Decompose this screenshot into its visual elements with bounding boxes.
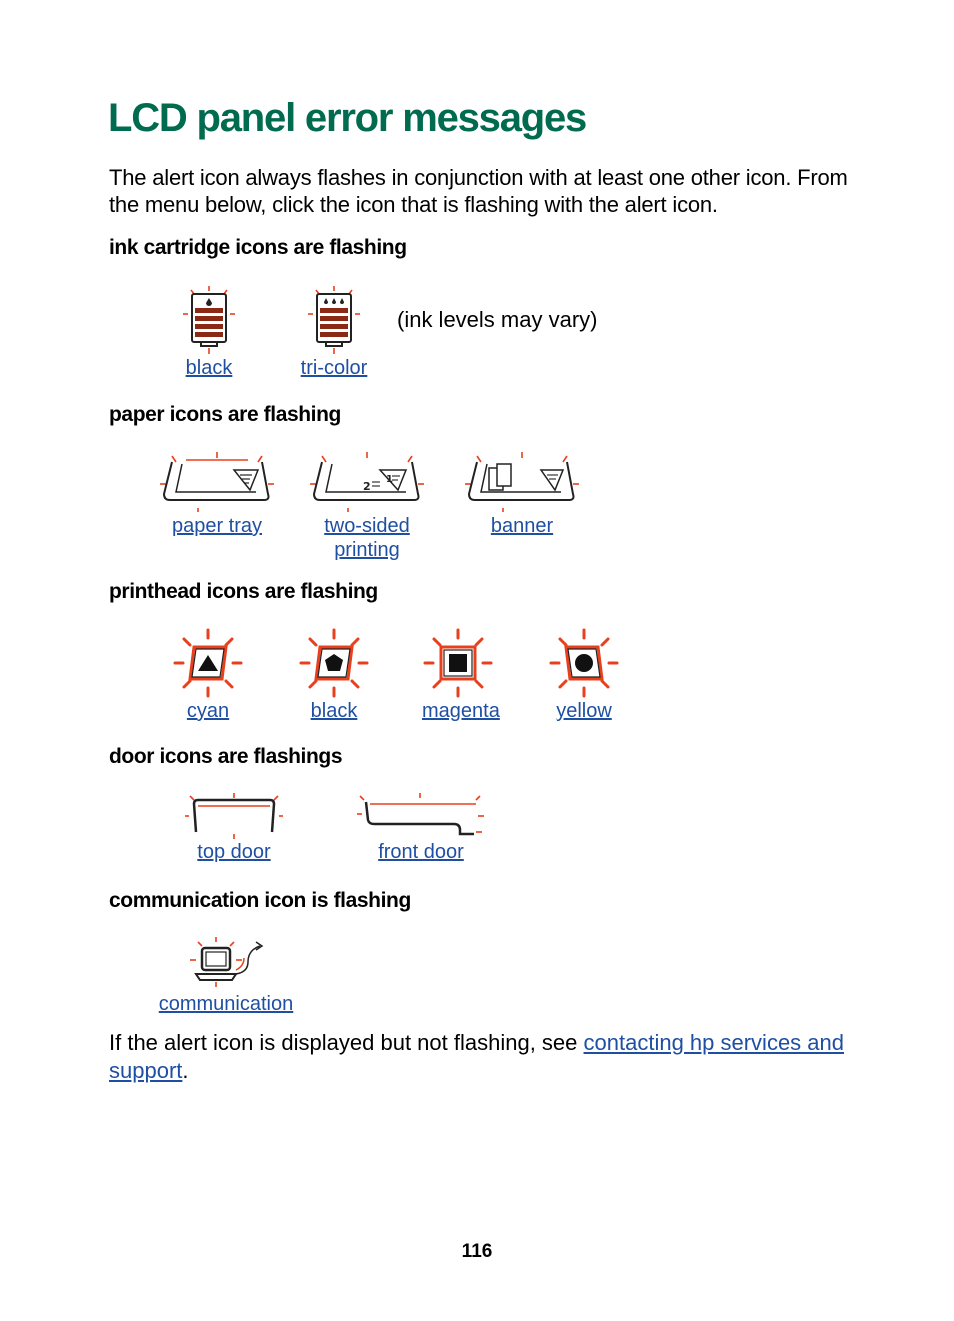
banner-link[interactable]: banner <box>490 515 554 537</box>
intro-paragraph: The alert icon always flashes in conjunction with at least one other icon. From the menu below, click the icon that is flashing with the alert icon. <box>109 165 848 217</box>
two-sided-printing-icon[interactable] <box>308 450 426 514</box>
ink-cartridge-tricolor-icon[interactable] <box>304 284 364 356</box>
two-sided-link-line1[interactable]: two-sided <box>324 515 410 537</box>
door-section-heading: door icons are flashings <box>109 745 343 768</box>
printhead-yellow-link[interactable]: yellow <box>556 700 612 722</box>
paper-tray-link[interactable]: paper tray <box>171 515 263 537</box>
top-door-item[interactable] <box>184 792 284 864</box>
outro-period: . <box>182 1058 189 1083</box>
front-door-item[interactable] <box>356 792 486 864</box>
printhead-yellow-icon[interactable] <box>548 627 620 699</box>
communication-icon[interactable] <box>188 936 264 992</box>
paper-tray-icon[interactable] <box>158 450 276 514</box>
paper-section-heading: paper icons are flashing <box>109 403 341 426</box>
printhead-section-heading: printhead icons are flashing <box>109 580 378 603</box>
printhead-yellow-item[interactable] <box>548 627 620 723</box>
printhead-black-icon[interactable] <box>298 627 370 699</box>
ink-tricolor-link[interactable]: tri-color <box>300 357 368 379</box>
two-sided-printing-item[interactable] <box>308 450 426 562</box>
printhead-cyan-item[interactable] <box>172 627 244 723</box>
banner-icon[interactable] <box>463 450 581 514</box>
page-title: LCD panel error messages <box>108 96 587 140</box>
communication-link[interactable]: communication <box>158 993 294 1015</box>
ink-levels-note: (ink levels may vary) <box>397 307 598 332</box>
banner-item[interactable] <box>463 450 581 538</box>
svg-text:1: 1 <box>386 474 393 485</box>
printhead-black-item[interactable] <box>298 627 370 723</box>
outro-text: If the alert icon is displayed but not flashing, see <box>109 1030 584 1055</box>
front-door-link[interactable]: front door <box>378 841 464 863</box>
ink-black-link[interactable]: black <box>185 357 233 379</box>
front-door-icon[interactable] <box>356 792 486 840</box>
communication-section-heading: communication icon is flashing <box>109 889 411 912</box>
two-sided-link-line2[interactable]: printing <box>334 539 400 561</box>
hp-support-link[interactable]: contacting hp services and support <box>109 1030 845 1083</box>
top-door-link[interactable]: top door <box>197 841 271 863</box>
printhead-magenta-item[interactable] <box>422 627 500 723</box>
paper-tray-item[interactable] <box>158 450 276 538</box>
top-door-icon[interactable] <box>184 792 284 840</box>
printhead-cyan-link[interactable]: cyan <box>186 700 230 722</box>
ink-cartridge-black-icon[interactable] <box>179 284 239 356</box>
printhead-magenta-link[interactable]: magenta <box>422 700 500 722</box>
page-number: 116 <box>461 1241 493 1262</box>
svg-text:2: 2 <box>363 480 371 493</box>
printhead-magenta-icon[interactable] <box>422 627 494 699</box>
outro-paragraph <box>109 1029 869 1085</box>
printhead-black-link[interactable]: black <box>310 700 358 722</box>
ink-tricolor-item[interactable] <box>293 284 375 380</box>
ink-black-item[interactable] <box>168 284 250 380</box>
printhead-cyan-icon[interactable] <box>172 627 244 699</box>
communication-item[interactable] <box>156 936 296 1016</box>
ink-section-heading: ink cartridge icons are flashing <box>109 236 407 259</box>
